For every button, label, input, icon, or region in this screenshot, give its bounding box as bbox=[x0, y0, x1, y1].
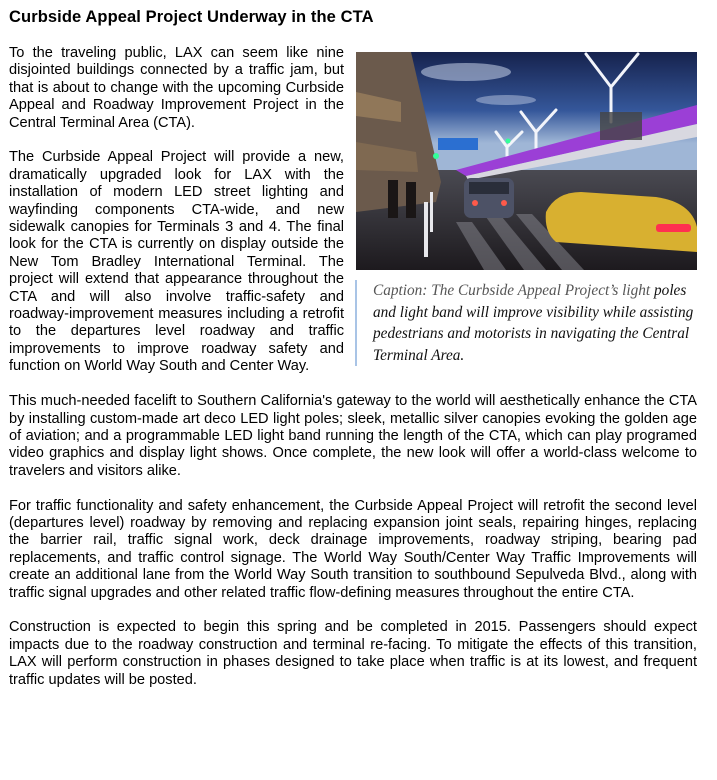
figure-caption bbox=[355, 280, 701, 366]
paragraph-project-overview: The Curbside Appeal Project will provide a new, dramatically upgraded look for LAX with the installation of modern LED street lighting and wayfinding components CTA-wide, and new sidewalk canopies for Terminals 3 and 4. The final look for the CTA is currently on display outside the New Tom Bradley International Terminal. The project will extend that appearance throughout the CTA and will also involve traffic-safety and roadway-improvement measures including a retrofit to the departures level roadway and traffic improvements to improve roadway safety and function on World Way South and Center Way. bbox=[9, 149, 344, 375]
figure bbox=[356, 52, 701, 366]
paragraph-construction: Construction is expected to begin this spring and be completed in 2015. Passengers should expect impacts due to the roadway construction and terminal re-facing. To mitigate the effects of this transition, LAX will perform construction in phases designed to take place when traffic is at its lowest, and frequent traffic updates will be posted. bbox=[9, 619, 697, 688]
paragraph-facelift: This much-needed facelift to Southern California's gateway to the world will aesthetically enhance the CTA by installing custom-made art deco LED light poles; sleek, metallic silver canopies evoking the golden age of aviation; and a programmable LED light band running the length of the CTA, which can play programed video graphics and display light shows. Once complete, the new look will offer a world-class welcome to travelers and visitors alike. bbox=[9, 393, 697, 479]
caption-first-line: Caption: The Curbside Appeal Project’s light bbox=[373, 282, 651, 299]
paragraph-intro: To the traveling public, LAX can seem like nine disjointed buildings connected by a traffic jam, but that is about to change with the upcoming Curbside Appeal and Roadway Improvement Project in the Central Terminal Area (CTA). bbox=[9, 45, 344, 131]
photo-illustration bbox=[356, 52, 697, 270]
terminal-photo bbox=[356, 52, 697, 270]
article-title: Curbside Appeal Project Underway in the CTA bbox=[9, 8, 374, 26]
caption-text: poles and light band will improve visibility while assisting pedestrians and motorists in navigating the Central Terminal Area. bbox=[373, 282, 694, 364]
article-body bbox=[9, 45, 697, 706]
paragraph-traffic: For traffic functionality and safety enhancement, the Curbside Appeal Project will retrofit the second level (departures level) roadway by removing and replacing expansion joint seals, repairing hinges, replacing the barrier rail, traffic signal work, deck drainage improvements, roadway striping, bearing pad replacements, and traffic control signage. The World Way South/Center Way Traffic Improvements will create an additional lane from the World Way South transition to southbound Sepulveda Blvd., along with traffic signal upgrades and other related traffic flow-defining measures throughout the entire CTA. bbox=[9, 497, 697, 601]
